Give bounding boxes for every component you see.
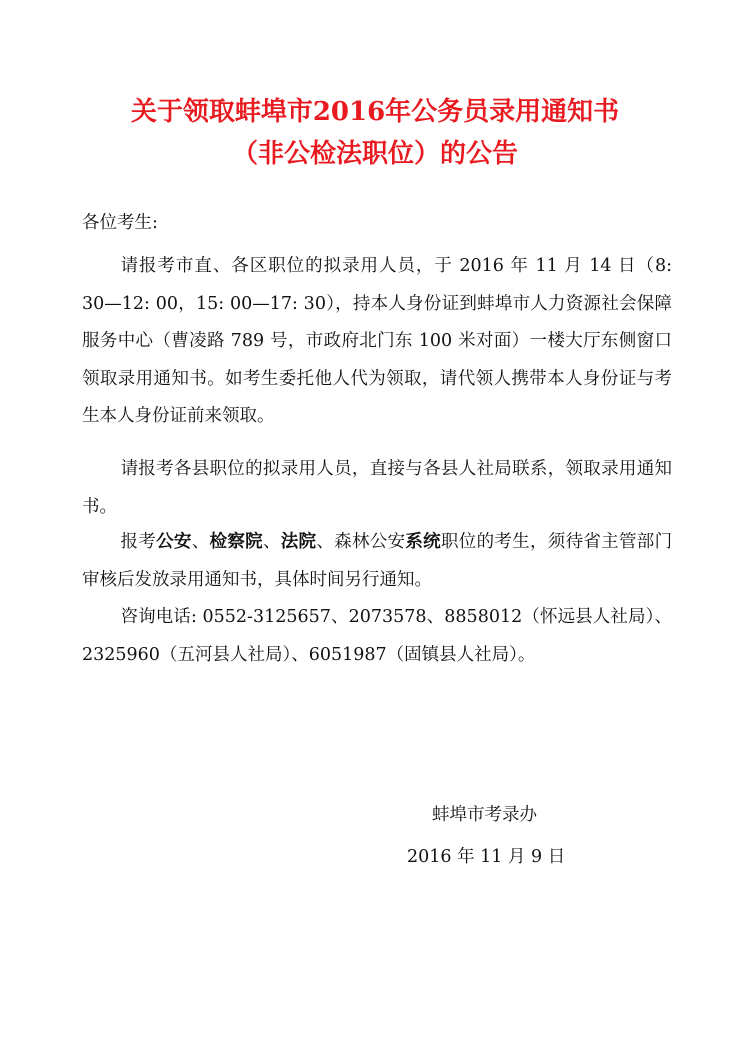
p3-keyword-procuratorate: 检察院 (209, 532, 263, 552)
p3-keyword-court: 法院 (280, 532, 317, 552)
signoff-organization: 蚌埠市考录办 (432, 805, 537, 825)
p3-suffix: 职位的考生，须待省主管部门审核后发放录用通知书，具体时间另行通知。 (82, 532, 673, 590)
document-title-line-1: 关于领取蚌埠市2016年公务员录用通知书 (130, 97, 620, 127)
signoff-date: 2016 年 11 月 9 日 (407, 847, 566, 867)
p3-separator-2: 、 (262, 532, 281, 552)
paragraph-county-positions: 请报考各县职位的拟录用人员，直接与各县人社局联系，领取录用通知书。 (82, 459, 672, 517)
p3-keyword-public-security: 公安 (156, 532, 192, 552)
paragraph-city-positions: 请报考市直、各区职位的拟录用人员，于 2016 年 11 月 14 日（8: 30—12: 00，15: 00—17: 30），持本人身份证到蚌埠市人力资源社会保障服务中心（曹凌路 789 号，市政府北门东 100 米对面）一楼大厅东侧窗口领取录用通知书。如考生委托他人代为领取，请代领人携带本人身份证与考生本人身份证前来领取。 (82, 256, 672, 426)
p3-prefix: 报考 (120, 532, 157, 552)
salutation: 各位考生: (82, 213, 158, 233)
paragraph-public-security-positions (82, 524, 672, 599)
paragraph-contact-phones: 咨询电话: 0552-3125657、2073578、8858012（怀远县人社局）、2325960（五河县人社局）、6051987（固镇县人社局）。 (82, 607, 672, 665)
p3-keyword-system: 系统 (405, 532, 441, 552)
p3-separator-3: 、森林公安 (316, 532, 406, 552)
p3-separator-1: 、 (191, 532, 210, 552)
document-title-line-2: （非公检法职位）的公告 (231, 139, 518, 169)
